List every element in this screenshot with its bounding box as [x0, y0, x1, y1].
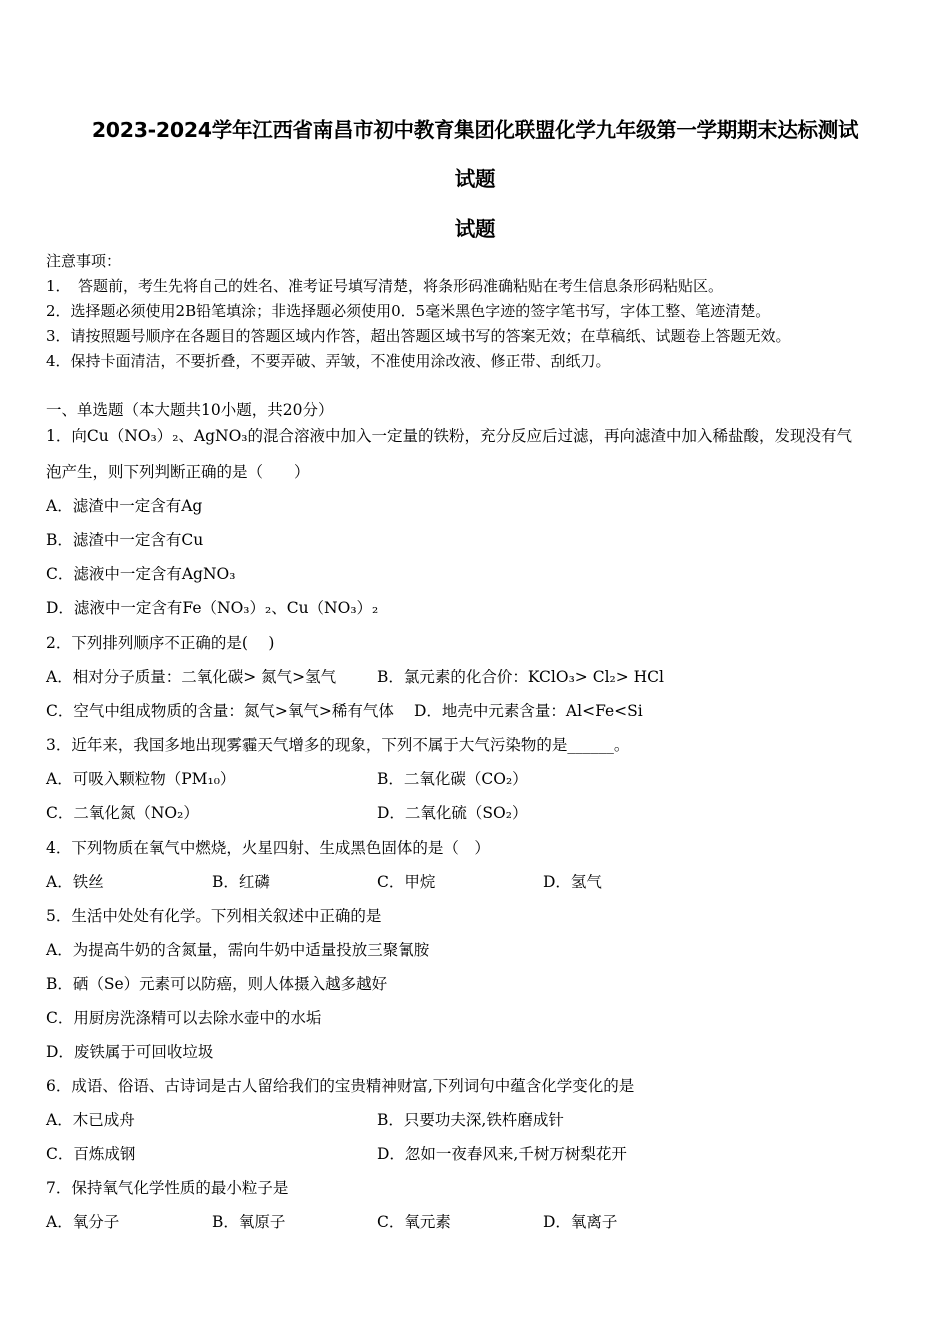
notes-heading: 注意事项： [46, 252, 122, 270]
q7-option-a: A．氧分子 [46, 1213, 120, 1231]
q3-option-a: A．可吸入颗粒物（PM₁₀） [46, 770, 236, 788]
q7-stem: 7．保持氧气化学性质的最小粒子是 [46, 1179, 289, 1197]
q1-option-a: A．滤渣中一定含有Ag [46, 497, 203, 515]
q5-option-d: D．废铁属于可回收垃圾 [46, 1043, 214, 1061]
q6-option-c: C．百炼成钢 [46, 1145, 136, 1163]
q6-option-d: D．忽如一夜春风来,千树万树梨花开 [377, 1145, 627, 1163]
q5-option-b: B．硒（Se）元素可以防癌，则人体摄入越多越好 [46, 975, 388, 993]
note-item-3: 3．请按照题号顺序在各题目的答题区域内作答，超出答题区域书写的答案无效；在草稿纸、试题卷上答题无效。 [46, 327, 791, 345]
q1-option-d: D．滤液中一定含有Fe（NO₃）₂、Cu（NO₃）₂ [46, 599, 379, 617]
section-heading: 一、单选题（本大题共10小题，共20分） [46, 401, 334, 419]
q7-option-b: B．氧原子 [212, 1213, 286, 1231]
note-item-1: 1． 答题前，考生先将自己的姓名、准考证号填写清楚，将条形码准确粘贴在考生信息条形码粘贴区。 [46, 277, 724, 295]
note-item-4: 4．保持卡面清洁，不要折叠，不要弄破、弄皱，不准使用涂改液、修正带、刮纸刀。 [46, 352, 611, 370]
q2-option-b: B．氯元素的化合价：KClO₃> Cl₂> HCl [377, 668, 664, 686]
exam-title-line3: 试题 [454, 217, 496, 241]
q5-option-a: A．为提高牛奶的含氮量，需向牛奶中适量投放三聚氰胺 [46, 941, 430, 959]
q2-option-c: C．空气中组成物质的含量：氮气>氧气>稀有气体 [46, 702, 394, 720]
q2-option-a: A．相对分子质量：二氧化碳> 氮气>氢气 [46, 668, 337, 686]
q6-stem: 6．成语、俗语、古诗词是古人留给我们的宝贵精神财富,下列词句中蕴含化学变化的是 [46, 1077, 635, 1095]
q4-stem: 4．下列物质在氧气中燃烧，火星四射、生成黑色固体的是（ ） [46, 839, 490, 857]
exam-title-line1: 2023-2024学年江西省南昌市初中教育集团化联盟化学九年级第一学期期末达标测试 [91, 118, 859, 142]
q2-option-d: D．地壳中元素含量：Al<Fe<Si [414, 702, 643, 720]
q1-option-b: B．滤渣中一定含有Cu [46, 531, 204, 549]
note-item-2: 2．选择题必须使用2B铅笔填涂；非选择题必须使用0．5毫米黑色字迹的签字笔书写，字体工整、笔迹清楚。 [46, 302, 771, 320]
q4-option-c: C．甲烷 [377, 873, 436, 891]
q7-option-d: D．氧离子 [543, 1213, 618, 1231]
q3-option-b: B．二氧化碳（CO₂） [377, 770, 528, 788]
q4-option-a: A．铁丝 [46, 873, 104, 891]
q6-option-b: B．只要功夫深,铁杵磨成针 [377, 1111, 564, 1129]
q4-option-b: B．红磷 [212, 873, 270, 891]
exam-title-line2: 试题 [454, 167, 496, 191]
q2-stem: 2．下列排列顺序不正确的是( ) [46, 634, 275, 652]
q3-stem: 3．近年来，我国多地出现雾霾天气增多的现象，下列不属于大气污染物的是______。 [46, 736, 630, 754]
q5-option-c: C．用厨房洗涤精可以去除水壶中的水垢 [46, 1009, 322, 1027]
q3-option-c: C．二氧化氮（NO₂） [46, 804, 199, 822]
q4-option-d: D．氢气 [543, 873, 602, 891]
q7-option-c: C．氧元素 [377, 1213, 451, 1231]
q1-stem-line1: 1．向Cu（NO₃）₂、AgNO₃的混合溶液中加入一定量的铁粉，充分反应后过滤，再向滤渣中加入稀盐酸，发现没有气 [46, 427, 853, 445]
q5-stem: 5．生活中处处有化学。下列相关叙述中正确的是 [46, 907, 382, 925]
q1-option-c: C．滤液中一定含有AgNO₃ [46, 565, 236, 583]
q1-stem-line2: 泡产生，则下列判断正确的是（ ） [46, 463, 310, 481]
q3-option-d: D．二氧化硫（SO₂） [377, 804, 528, 822]
q6-option-a: A．木已成舟 [46, 1111, 135, 1129]
